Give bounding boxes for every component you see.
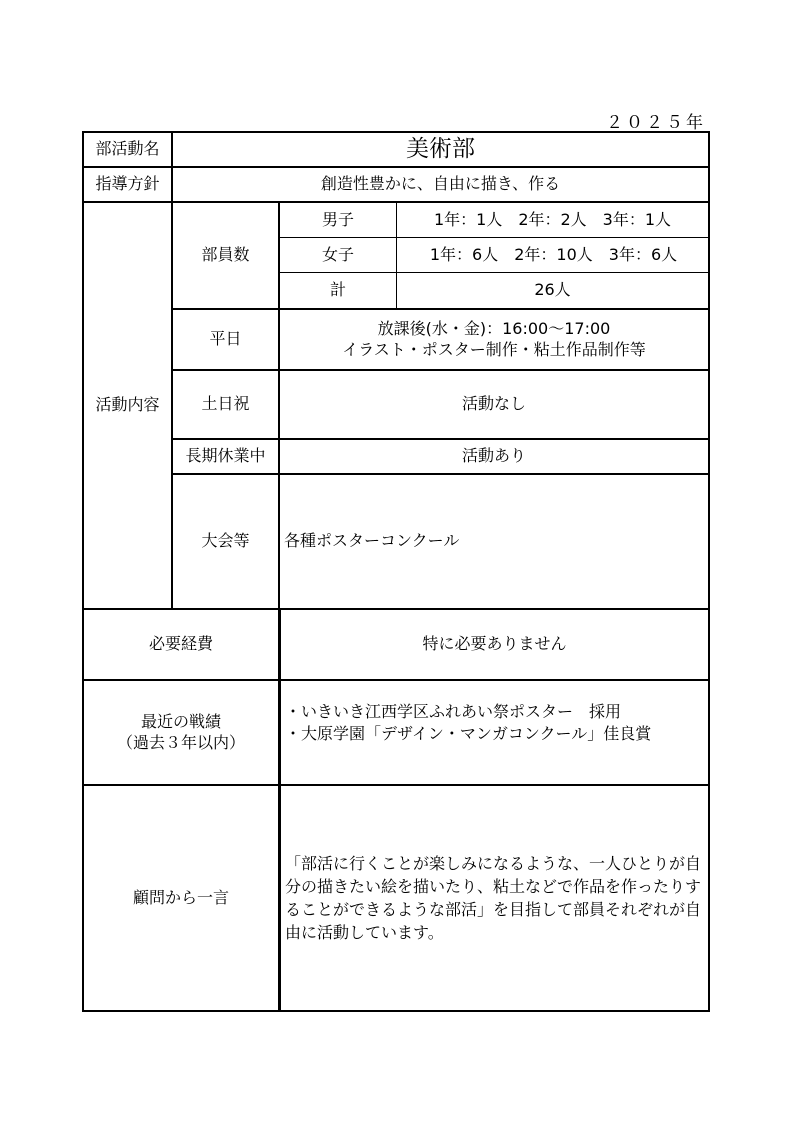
boys-value: 1年：1人 2年：2人 3年：1人 xyxy=(433,209,672,229)
document-year: ２０２５年 xyxy=(606,113,706,133)
competition-value: 各種ポスターコンクール xyxy=(284,531,460,551)
weekday-activity: イラスト・ポスター制作・粘土作品制作等 xyxy=(342,339,646,359)
vacation-label: 長期休業中 xyxy=(185,446,266,466)
competition-label: 大会等 xyxy=(201,531,250,551)
girls-value: 1年：6人 2年：10人 3年：6人 xyxy=(429,244,678,264)
weekend-value: 活動なし xyxy=(461,394,526,414)
results-label-main: 最近の戦績 xyxy=(140,711,221,731)
club-name-value: 美術部 xyxy=(406,135,475,162)
expense-label: 必要経費 xyxy=(148,634,213,654)
expense-value: 特に必要ありません xyxy=(422,634,567,654)
results-label xyxy=(84,681,278,784)
results-value: ・いきいき江西学区ふれあい祭ポスター 採用 ・大原学園「デザイン・マンガコンクール」佳良賞 xyxy=(285,702,652,743)
total-value: 26人 xyxy=(534,280,571,300)
policy-label: 指導方針 xyxy=(95,174,160,194)
weekend-label: 土日祝 xyxy=(201,394,250,414)
weekday-label: 平日 xyxy=(209,329,242,349)
advisor-label: 顧問から一言 xyxy=(132,887,229,907)
girls-label: 女子 xyxy=(321,244,354,264)
weekday-time: 放課後(水・金)：16:00～17:00 xyxy=(377,318,611,338)
weekday-value xyxy=(280,310,708,369)
advisor-value: 「部活に行くことが楽しみになるような、一人ひとりが自分の描きたい絵を描いたり、粘土などで作品を作ったりすることができるような部活」を目指して部員それぞれが自由に活動しています。 xyxy=(285,853,702,943)
policy-value: 創造性豊かに、自由に描き、作る xyxy=(320,174,561,194)
results-label-sub: （過去３年以内） xyxy=(116,732,245,752)
boys-label: 男子 xyxy=(321,209,354,229)
total-label: 計 xyxy=(329,280,346,300)
club-name-label: 部活動名 xyxy=(95,139,160,159)
members-label: 部員数 xyxy=(201,245,250,265)
activity-label: 活動内容 xyxy=(95,395,160,415)
vacation-value: 活動あり xyxy=(461,446,526,466)
